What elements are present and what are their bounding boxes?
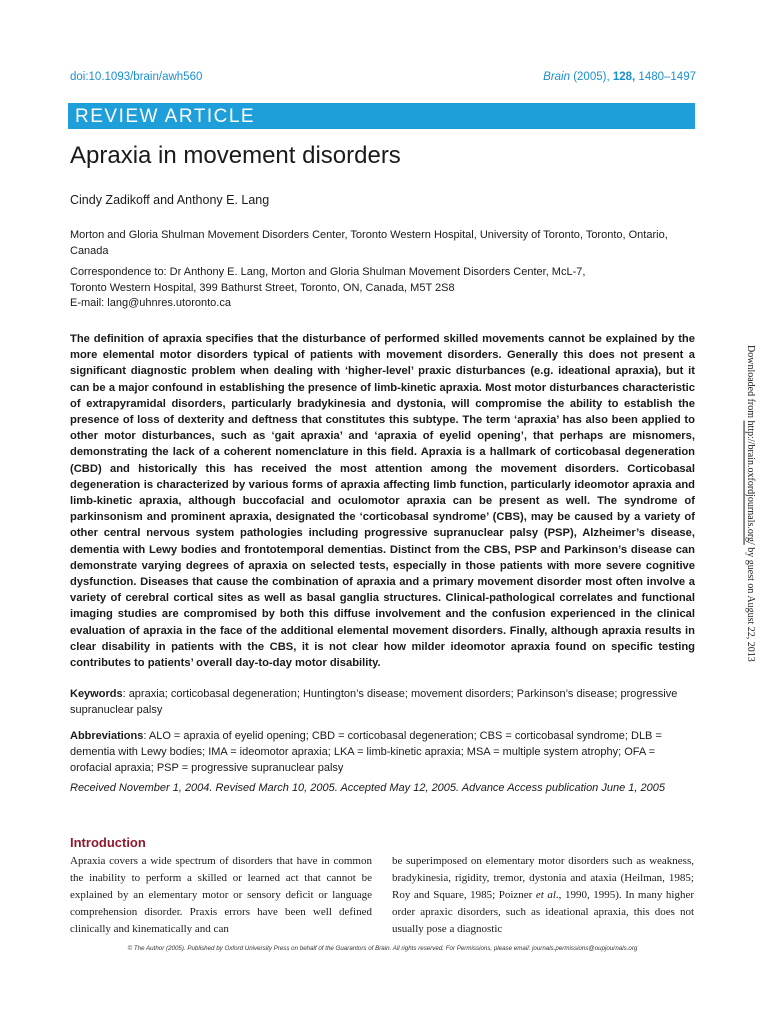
abbreviations-label: Abbreviations <box>70 730 144 742</box>
journal-year: (2005), <box>570 71 613 83</box>
abstract: The definition of apraxia specifies that the disturbance of performed skilled movements cannot be explained by the more elemental motor disorders typical of patients with movement disorders. Generally this does not present a significant diagnostic problem when dealing with ‘higher-level’ praxic disturbances (e.g. ideational apraxia), but it can be a major confound in establishing the presence of limb-kinetic apraxia. Most motor disturbances characteristic of extrapyramidal disorders, particularly bradykinesia and dystonia, will compromise the ability to establish the presence of loss of dexterity and deftness that constitutes this subtype. The term ‘apraxia’ has also been applied to other motor disturbances, such as ‘gait apraxia’ and ‘apraxia of eyelid opening’, that perhaps are misnomers, demonstrating the lack of a coherent nomenclature in this field. Apraxia is a hallmark of corticobasal degeneration (CBD) and historically this has received the most attention among the movement disorders. Corticobasal degeneration is characterized by various forms of apraxia affecting limb function, particularly ideomotor apraxia and limb-kinetic apraxia, although buccofacial and oculomotor apraxia can be present as well. The syndrome of parkinsonism and prominent apraxia, designated the ‘corticobasal syndrome’ (CBS), may be caused by a variety of other central nervous system pathologies including progressive supranuclear palsy (PSP), Alzheimer’s disease, dementia with Lewy bodies and frontotemporal dementias. Distinct from the CBS, PSP and Parkinson’s disease can demonstrate varying degrees of apraxia on selected tests, especially in those patients with more severe cognitive dysfunction. Diseases that cause the combination of apraxia and a primary movement disorder most often involve a variety of cerebral cortical sites as well as basal ganglia structures. Clinical-pathological correlates and functional imaging studies are compromised by both this diffuse involvement and the confusion experienced in the clinical evaluation of apraxia in the face of the additional elemental movement disorders. Finally, although apraxia results in clear disability in patients with the CBS, it is not clear how milder ideomotor apraxia found on specific testing contributes to patients’ overall day-to-day motor disability. <box>70 333 695 670</box>
copyright-footer: © The Author (2005). Published by Oxford University Press on behalf of the Guarantors of Brain. All rights reserved. For Permissions, please email: journals.permissions@oupjournals.org <box>127 945 638 952</box>
right-col-text-a: be superimposed on elementary motor disorders such as weakness, bradykinesia, rigidity, tremor, dystonia and ataxia (Heilman, 1985; Roy and Square, 1985; Poizner <box>392 855 694 901</box>
keywords <box>70 686 690 718</box>
journal-citation <box>543 71 696 83</box>
download-side-note <box>745 345 756 662</box>
abbreviations <box>70 728 695 776</box>
received-dates: Received November 1, 2004. Revised March 10, 2005. Accepted May 12, 2005. Advance Access publication June 1, 2005 <box>70 782 665 794</box>
doi-link[interactable]: doi:10.1093/brain/awh560 <box>70 71 203 83</box>
body-column-right <box>392 853 694 938</box>
abbreviations-text: : ALO = apraxia of eyelid opening; CBD = corticobasal degeneration; CBS = corticobasal syndrome; DLB = dementia with Lewy bodies; IMA = ideomotor apraxia; LKA = limb-kinetic apraxia; MSA = multiple system atrophy; OFA = orofacial apraxia; PSP = progressive supranuclear palsy <box>70 730 662 774</box>
correspondence-email[interactable]: E-mail: lang@uhnres.utoronto.ca <box>70 297 231 309</box>
body-column-left: Apraxia covers a wide spectrum of disorders that have in common the inability to perform a skilled or learned act that cannot be explained by an elementary motor or sensory deficit or language comprehension disorder. Praxis errors have been well defined clinically and kinematically and can <box>70 855 372 935</box>
authors: Cindy Zadikoff and Anthony E. Lang <box>70 193 270 207</box>
side-note-link[interactable]: http://brain.oxfordjournals.org/ <box>745 420 756 545</box>
keywords-text: : apraxia; corticobasal degeneration; Huntington’s disease; movement disorders; Parkinson’s disease; progressive supranuclear palsy <box>70 688 678 716</box>
right-col-text-b: ., 1990, 1995). In many higher order apraxic disorders, such as ideational apraxia, this does not usually pose a diagnostic <box>392 889 694 935</box>
journal-pages: 1480–1497 <box>635 71 696 83</box>
correspondence-line-1: Correspondence to: Dr Anthony E. Lang, Morton and Gloria Shulman Movement Disorders Center, McL-7, <box>70 266 586 278</box>
correspondence-line-2: Toronto Western Hospital, 399 Bathurst Street, Toronto, ON, Canada, M5T 2S8 <box>70 281 455 294</box>
side-note-prefix: Downloaded from <box>745 345 756 421</box>
side-note-suffix: by guest on August 22, 2013 <box>745 544 756 662</box>
section-heading-introduction: Introduction <box>70 835 146 850</box>
article-title: Apraxia in movement disorders <box>70 142 401 169</box>
journal-name: Brain <box>543 71 571 83</box>
right-col-et-al: et al <box>535 889 556 901</box>
journal-volume: 128, <box>612 71 636 83</box>
article-type-banner: REVIEW ARTICLE <box>68 103 695 129</box>
correspondence <box>70 265 690 312</box>
affiliation: Morton and Gloria Shulman Movement Disorders Center, Toronto Western Hospital, University of Toronto, Toronto, Ontario, Canada <box>70 229 668 257</box>
keywords-label: Keywords <box>70 688 123 700</box>
